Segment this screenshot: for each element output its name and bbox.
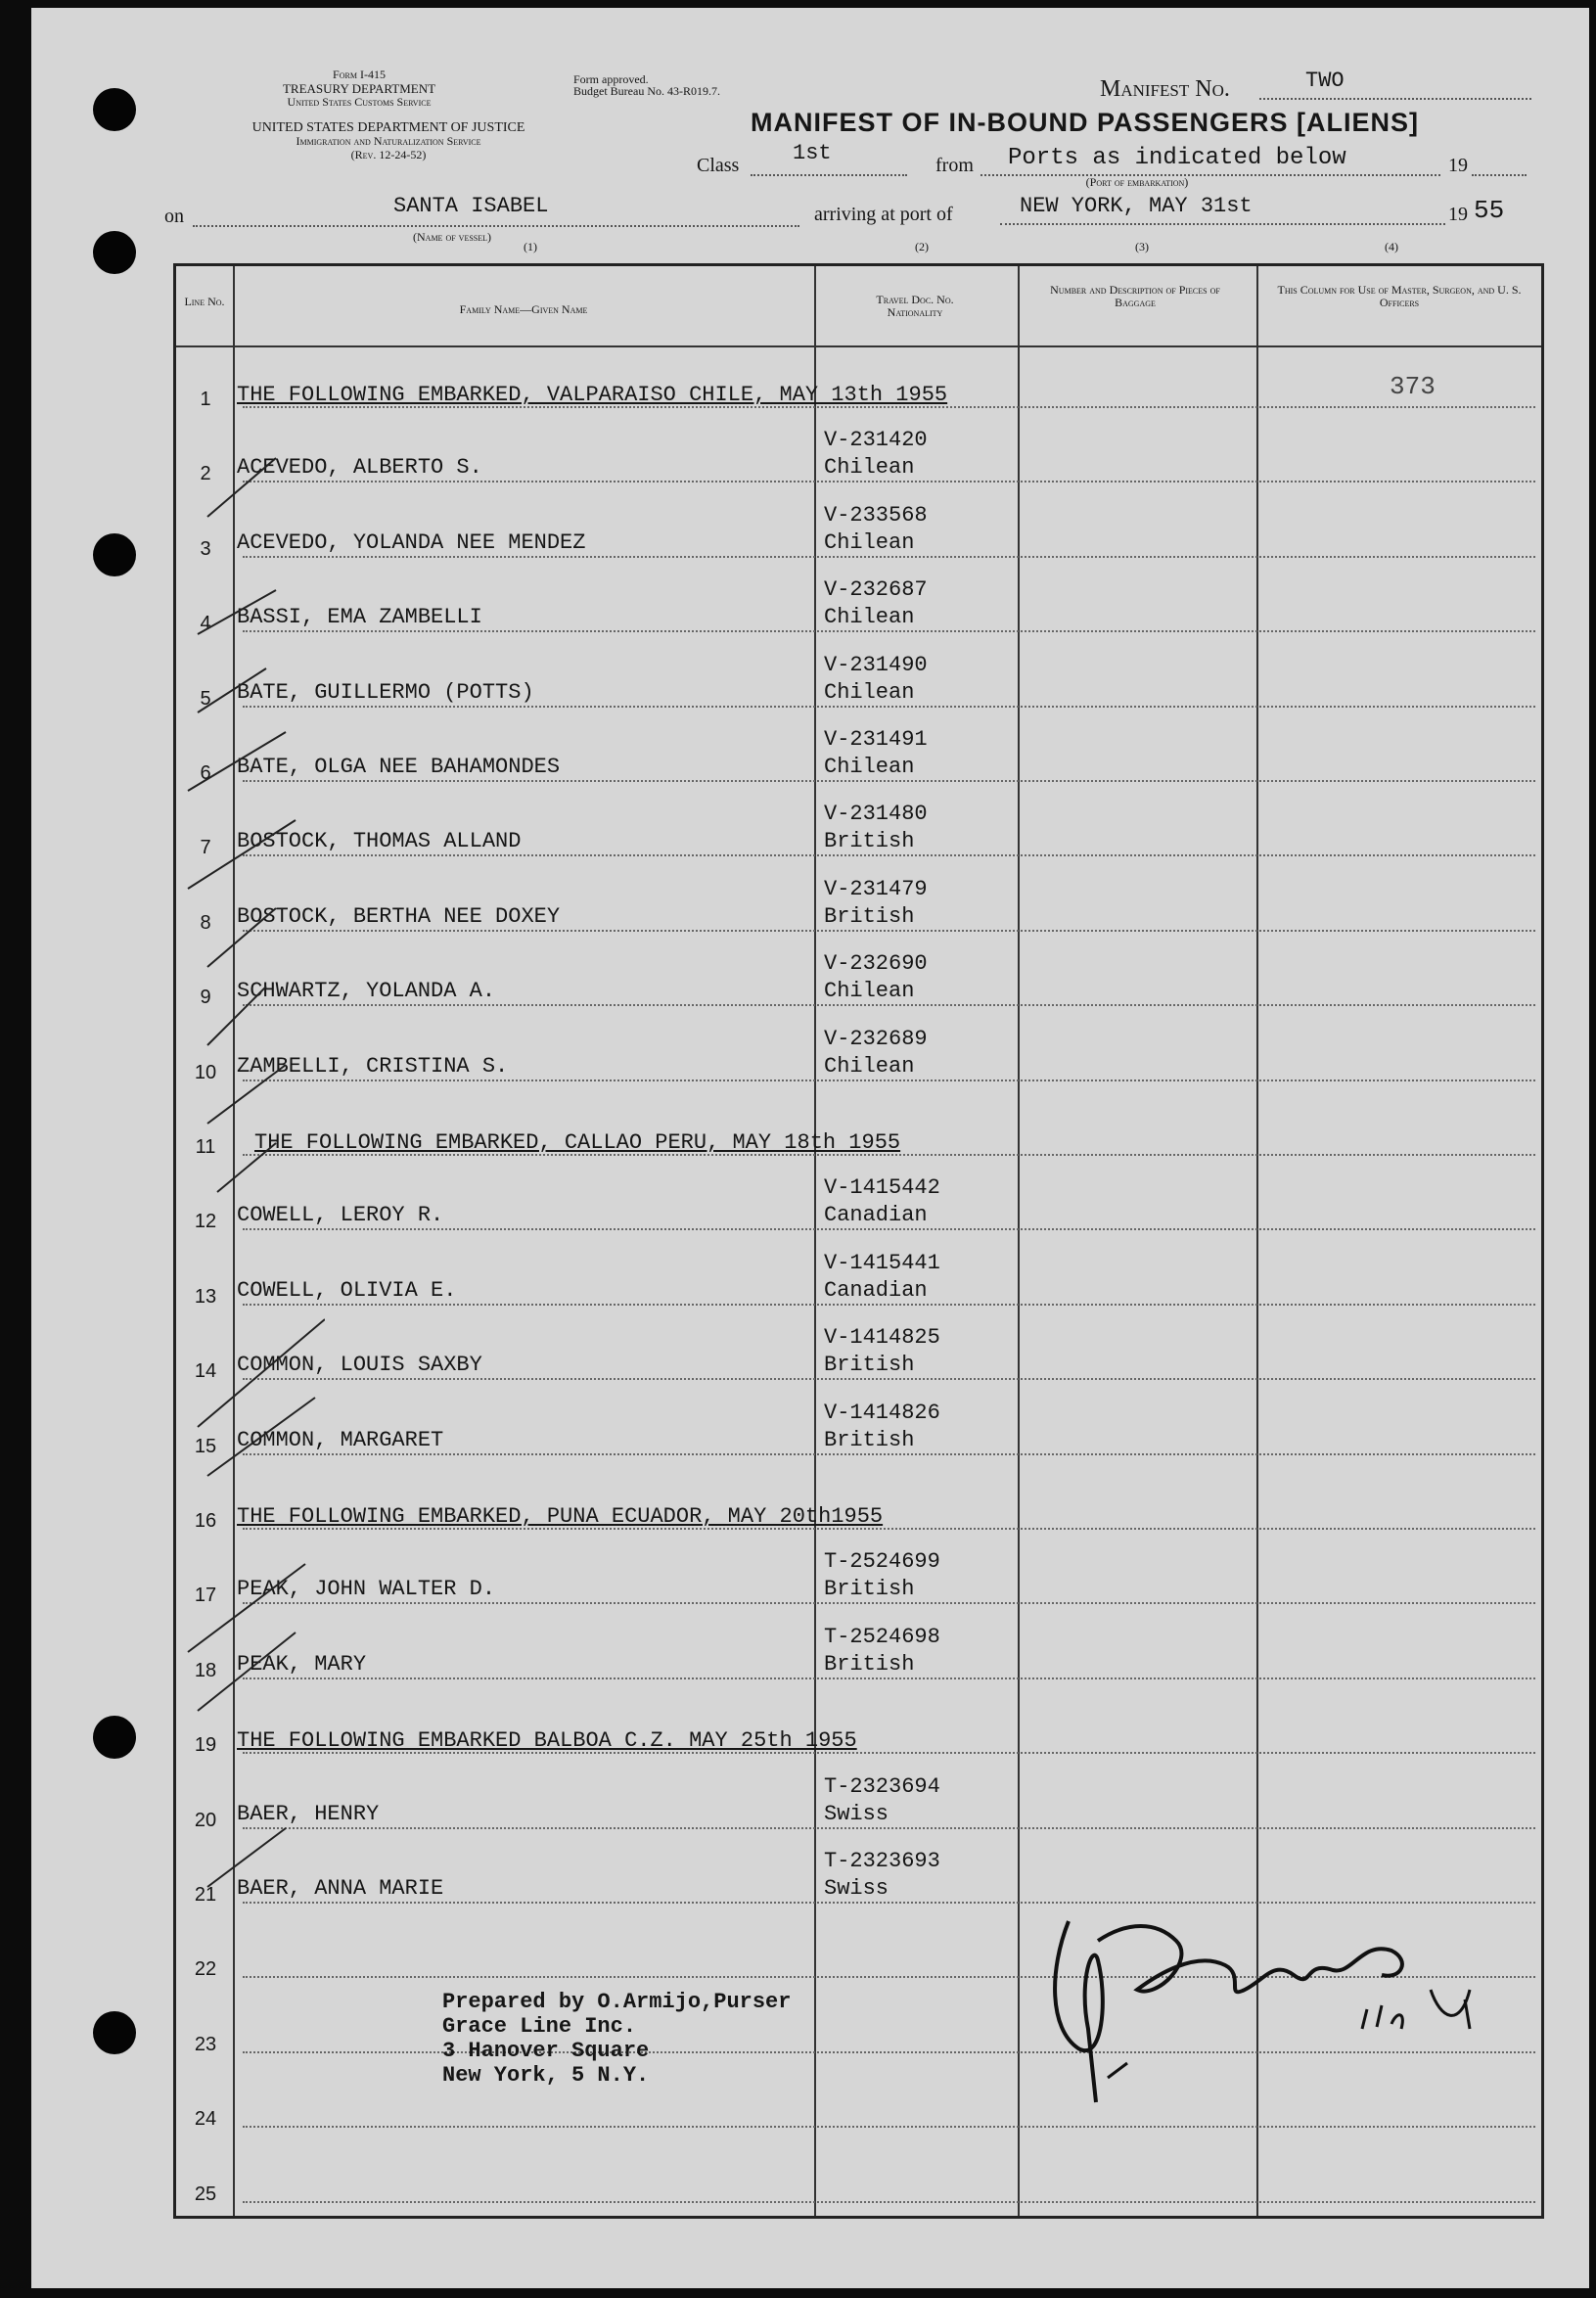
travel-doc-number: V-231420 [824, 428, 928, 453]
nationality: Swiss [824, 1876, 889, 1901]
travel-doc-number: V-231479 [824, 876, 928, 901]
port-embark-caption: (Port of embarkation) [1085, 175, 1189, 189]
embarkation-heading: THE FOLLOWING EMBARKED BALBOA C.Z. MAY 25th 1955 [237, 1728, 857, 1754]
passenger-name: BOSTOCK, THOMAS ALLAND [237, 829, 522, 854]
col2-caption: (2) [915, 240, 929, 253]
passenger-name: COMMON, LOUIS SAXBY [237, 1353, 482, 1378]
row-dotted-line [243, 481, 1535, 483]
nationality: Chilean [824, 605, 915, 630]
manifest-title: MANIFEST OF IN-BOUND PASSENGERS [ALIENS] [751, 108, 1420, 137]
nationality: British [824, 1427, 915, 1452]
passenger-name: BAER, HENRY [237, 1801, 380, 1826]
line-number: 8 [200, 911, 211, 934]
col-travel-doc: Travel Doc. No. Nationality [876, 293, 954, 319]
row-dotted-line [243, 2201, 1535, 2203]
travel-doc-number: V-231491 [824, 727, 928, 752]
company-line: Grace Line Inc. [442, 2014, 637, 2039]
from-value: Ports as indicated below [1008, 145, 1346, 171]
nationality: Chilean [824, 755, 915, 779]
passenger-name: COWELL, LEROY R. [237, 1203, 444, 1228]
nationality: British [824, 1577, 915, 1602]
travel-doc-number: V-232690 [824, 951, 928, 977]
travel-doc-number: V-1415441 [824, 1250, 940, 1275]
department-of-justice: UNITED STATES DEPARTMENT OF JUSTICE [251, 120, 525, 135]
nationality: British [824, 829, 915, 854]
travel-doc-number: V-1414826 [824, 1400, 940, 1425]
nationality: Canadian [824, 1277, 928, 1303]
travel-doc-number: V-232687 [824, 577, 928, 603]
passenger-name: COMMON, MARGARET [237, 1427, 444, 1452]
line-number: 12 [194, 1211, 217, 1233]
row-dotted-line [243, 854, 1535, 856]
vessel-line [193, 225, 799, 227]
on-label: on [164, 206, 184, 227]
manifest-no-line [1259, 98, 1531, 100]
passenger-name: BAER, ANNA MARIE [237, 1876, 444, 1901]
row-dotted-line [243, 2126, 1535, 2128]
binder-hole [93, 88, 136, 131]
line-number: 24 [194, 2108, 217, 2131]
row-dotted-line [243, 630, 1535, 632]
officer-signature [1010, 1882, 1519, 2107]
line-number: 23 [194, 2033, 217, 2055]
nationality: British [824, 903, 915, 929]
row-dotted-line [243, 556, 1535, 558]
nationality: British [824, 1651, 915, 1677]
city-line: New York, 5 N.Y. [442, 2063, 650, 2088]
line-number: 10 [194, 1061, 217, 1083]
line-number: 15 [194, 1435, 217, 1457]
row-dotted-line [243, 1080, 1535, 1081]
customs-service: United States Customs Service [287, 95, 432, 109]
nationality: British [824, 1353, 915, 1378]
line-number: 3 [200, 537, 211, 560]
row-dotted-line [243, 1827, 1535, 1829]
travel-doc-number: V-233568 [824, 502, 928, 528]
passenger-name: ACEVEDO, YOLANDA NEE MENDEZ [237, 529, 586, 555]
line-number: 21 [194, 1884, 217, 1906]
line-number: 16 [194, 1510, 217, 1532]
passenger-name: SCHWARTZ, YOLANDA A. [237, 979, 496, 1004]
binder-hole [93, 231, 136, 274]
travel-doc-number: T-2524699 [824, 1549, 940, 1575]
vessel-caption: (Name of vessel) [413, 230, 491, 244]
year-prefix-1: 19 [1448, 155, 1468, 176]
passenger-name: BASSI, EMA ZAMBELLI [237, 605, 482, 630]
treasury-department: TREASURY DEPARTMENT [282, 81, 436, 96]
row-dotted-line [243, 1304, 1535, 1306]
nationality: Chilean [824, 679, 915, 705]
arrival-line [1000, 223, 1445, 225]
arriving-label: arriving at port of [814, 204, 953, 225]
line-number: 6 [200, 762, 211, 784]
budget-bureau: Budget Bureau No. 43-R019.7. [573, 84, 720, 98]
col1-caption: (1) [524, 240, 537, 253]
tally-marks [129, 419, 325, 1926]
travel-doc-number: V-1415442 [824, 1175, 940, 1201]
col-line-no: Line No. [184, 295, 225, 308]
col-officers: This Column for Use of Master, Surgeon, and U. S. Officers [1277, 283, 1522, 309]
manifest-page [31, 8, 1589, 2288]
ins-line: Immigration and Naturalization Service [296, 134, 481, 148]
class-label: Class [697, 155, 740, 176]
col4-caption: (4) [1385, 240, 1398, 253]
row-dotted-line [243, 1004, 1535, 1006]
row-dotted-line [243, 1228, 1535, 1230]
row-dotted-line [243, 780, 1535, 782]
passenger-name: PEAK, JOHN WALTER D. [237, 1577, 496, 1602]
travel-doc-number: V-231480 [824, 802, 928, 827]
form-number: Form I-415 [333, 68, 386, 81]
embarkation-heading: THE FOLLOWING EMBARKED, CALLAO PERU, MAY 18th 1955 [254, 1130, 901, 1155]
year-prefix-2: 19 [1448, 204, 1468, 225]
row-dotted-line [243, 1453, 1535, 1455]
address-line: 3 Hanover Square [442, 2039, 650, 2063]
nationality: Swiss [824, 1801, 889, 1826]
row-dotted-line [243, 1378, 1535, 1380]
passenger-name: COWELL, OLIVIA E. [237, 1277, 457, 1303]
passenger-name: PEAK, MARY [237, 1651, 367, 1677]
year-line-1 [1472, 174, 1527, 176]
class-line [751, 174, 907, 176]
line-number: 20 [194, 1809, 217, 1831]
col-name: Family Name—Given Name [459, 302, 588, 316]
form-approved: Form approved. [573, 72, 649, 86]
passenger-name: BATE, GUILLERMO (POTTS) [237, 679, 534, 705]
passenger-name: ACEVEDO, ALBERTO S. [237, 455, 482, 481]
nationality: Chilean [824, 1053, 915, 1079]
line-number: 1 [200, 389, 211, 410]
manifest-no-value: TWO [1305, 69, 1345, 93]
travel-doc-number: T-2323693 [824, 1849, 940, 1873]
passenger-name: BOSTOCK, BERTHA NEE DOXEY [237, 903, 561, 929]
travel-doc-number: V-231490 [824, 652, 928, 677]
line-number: 11 [195, 1136, 216, 1158]
passenger-name: BATE, OLGA NEE BAHAMONDES [237, 755, 561, 779]
binder-hole [93, 2011, 136, 2054]
travel-doc-number: V-1414825 [824, 1325, 940, 1351]
line-number: 14 [194, 1360, 217, 1383]
line-number: 5 [200, 687, 211, 710]
officer-note: 373 [1390, 372, 1436, 401]
year-suffix-2: 55 [1474, 196, 1505, 225]
row-dotted-line [243, 706, 1535, 708]
prepared-by-line: Prepared by O.Armijo,Purser [442, 1990, 792, 2014]
line-number: 4 [200, 613, 211, 635]
travel-doc-number: T-2524698 [824, 1624, 940, 1649]
signature-note [1352, 2161, 1355, 2162]
travel-doc-number: T-2323694 [824, 1773, 940, 1799]
line-number: 17 [194, 1585, 217, 1607]
row-dotted-line [243, 1602, 1535, 1604]
line-number: 19 [194, 1734, 217, 1757]
travel-doc-number: V-232689 [824, 1026, 928, 1051]
nationality: Chilean [824, 979, 915, 1004]
signature-text [1059, 2151, 1064, 2152]
line-number: 13 [194, 1285, 217, 1308]
arrival-value: NEW YORK, MAY 31st [1020, 194, 1253, 218]
row-dotted-line [243, 930, 1535, 932]
vessel-value: SANTA ISABEL [393, 194, 549, 218]
line-number: 25 [194, 2183, 217, 2205]
line-number: 22 [194, 1958, 217, 1981]
embarkation-heading: THE FOLLOWING EMBARKED, PUNA ECUADOR, MAY 20th1955 [237, 1504, 884, 1529]
row-dotted-line [243, 1678, 1535, 1679]
line-number: 7 [200, 837, 211, 859]
col-baggage: Number and Description of Pieces of Baggage [1050, 283, 1220, 309]
embarkation-heading: THE FOLLOWING EMBARKED, VALPARAISO CHILE, MAY 13th 1955 [237, 383, 948, 407]
manifest-no-label: Manifest No. [1100, 76, 1230, 102]
passenger-name: ZAMBELLI, CRISTINA S. [237, 1053, 509, 1079]
nationality: Chilean [824, 529, 915, 555]
nationality: Canadian [824, 1203, 928, 1228]
line-number: 9 [200, 987, 211, 1009]
from-label: from [935, 155, 974, 176]
class-value: 1st [793, 141, 832, 165]
revision-date: (Rev. 12-24-52) [350, 148, 427, 161]
line-number: 2 [200, 463, 211, 485]
line-number: 18 [194, 1659, 217, 1681]
col3-caption: (3) [1135, 240, 1149, 253]
nationality: Chilean [824, 455, 915, 481]
